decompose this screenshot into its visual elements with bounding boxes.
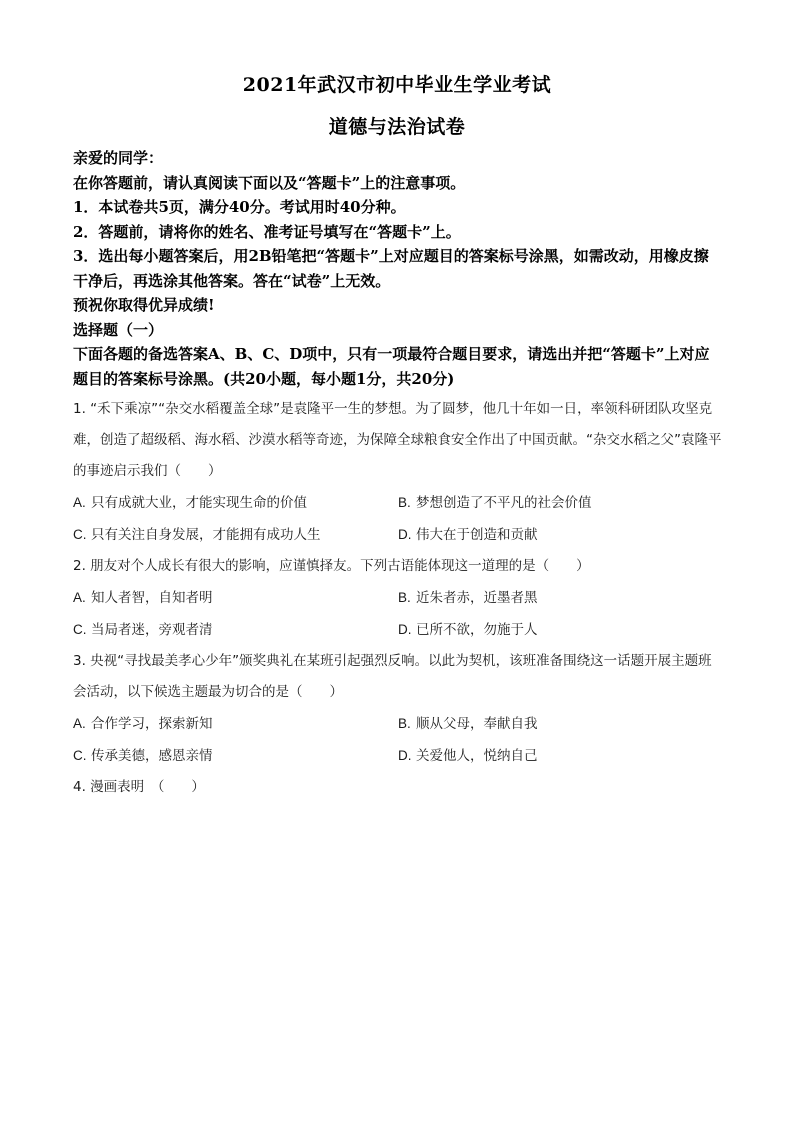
option-a: [73, 708, 398, 740]
question-4: [73, 772, 723, 803]
option-letter: C.: [73, 527, 87, 542]
option-text: 当局者迷，旁观者清: [91, 622, 213, 638]
option-text: 梦想创造了不平凡的社会价值: [416, 495, 592, 511]
option-letter: A.: [73, 716, 86, 731]
option-b: [398, 487, 723, 519]
option-text: 关爱他人，悦纳自己: [416, 748, 538, 764]
option-letter: B.: [398, 590, 411, 605]
question-1: [73, 394, 723, 551]
option-a: [73, 582, 398, 614]
question-stem: 2. 朋友对个人成长有很大的影响，应谨慎择友。下列古语能体现这一道理的是（ ）: [73, 558, 590, 574]
option-text: 只有成就大业，才能实现生命的价值: [91, 495, 307, 511]
option-letter: C.: [73, 748, 87, 763]
option-text: 知人者智，自知者明: [91, 590, 213, 606]
option-b: [398, 582, 723, 614]
option-text: 传承美德，感恩亲情: [91, 748, 213, 764]
option-letter: B.: [398, 716, 411, 731]
option-letter: B.: [398, 495, 411, 510]
option-letter: D.: [398, 748, 412, 763]
option-b: [398, 708, 723, 740]
option-text: 只有关注自身发展，才能拥有成功人生: [91, 527, 321, 543]
option-text: 伟大在于创造和贡献: [416, 527, 538, 543]
section-heading: 选择题（一）: [73, 320, 164, 339]
option-letter: A.: [73, 590, 86, 605]
exam-notice: [73, 146, 723, 391]
option-a: [73, 487, 398, 519]
question-3: [73, 646, 723, 772]
notice-item-2: 2．答题前，请将你的姓名、准考证号填写在“答题卡”上。: [73, 222, 461, 241]
option-c: [73, 740, 398, 772]
question-stem: 1. “禾下乘凉”“杂交水稻覆盖全球”是袁隆平一生的梦想。为了圆梦，他几十年如一日，率领科研团队攻坚克难，创造了超级稻、海水稻、沙漠水稻等奇迹，为保障全球粮食安全作出了中国贡献。“杂交水稻之父”袁隆平的事迹启示我们（ ）: [73, 401, 722, 479]
option-grid: [73, 582, 723, 646]
notice-intro: 在你答题前，请认真阅读下面以及“答题卡”上的注意事项。: [73, 173, 466, 192]
notice-greeting: 亲爱的同学：: [73, 149, 164, 167]
option-d: [398, 614, 723, 646]
option-d: [398, 519, 723, 551]
notice-item-3: 3．选出每小题答案后，用2B铅笔把“答题卡”上对应题目的答案标号涂黑，如需改动，用橡皮擦干净后，再选涂其他答案。答在“试卷”上无效。: [73, 247, 709, 290]
option-d: [398, 740, 723, 772]
option-text: 顺从父母，奉献自我: [416, 716, 538, 732]
notice-wish: 预祝你取得优异成绩!: [73, 296, 215, 314]
option-c: [73, 614, 398, 646]
option-letter: D.: [398, 622, 412, 637]
option-letter: A.: [73, 495, 86, 510]
option-grid: [73, 708, 723, 772]
question-list: [73, 394, 723, 803]
exam-subtitle: 道德与法治试卷: [328, 116, 466, 138]
option-text: 已所不欲，勿施于人: [416, 622, 538, 638]
question-stem: 3. 央视“寻找最美孝心少年”颁奖典礼在某班引起强烈反响。以此为契机，该班准备围绕这一话题开展主题班会活动，以下候选主题最为切合的是（ ）: [73, 653, 712, 700]
option-text: 合作学习，探索新知: [91, 716, 213, 732]
question-2: [73, 551, 723, 646]
option-text: 近朱者赤，近墨者黑: [416, 590, 538, 606]
question-stem: 4. 漫画表明 （ ）: [73, 779, 205, 795]
section-instruction: 下面各题的备选答案A、B、C、D项中，只有一项最符合题目要求，请选出并把“答题卡”上对应题目的答案标号涂黑。(共20小题，每小题1分，共20分): [73, 345, 710, 388]
option-letter: C.: [73, 622, 87, 637]
notice-item-1: 1．本试卷共5页，满分40分。考试用时40分种。: [73, 198, 406, 216]
option-letter: D.: [398, 527, 412, 542]
exam-title: 2021年武汉市初中毕业生学业考试: [242, 74, 552, 96]
option-c: [73, 519, 398, 551]
option-grid: [73, 487, 723, 551]
